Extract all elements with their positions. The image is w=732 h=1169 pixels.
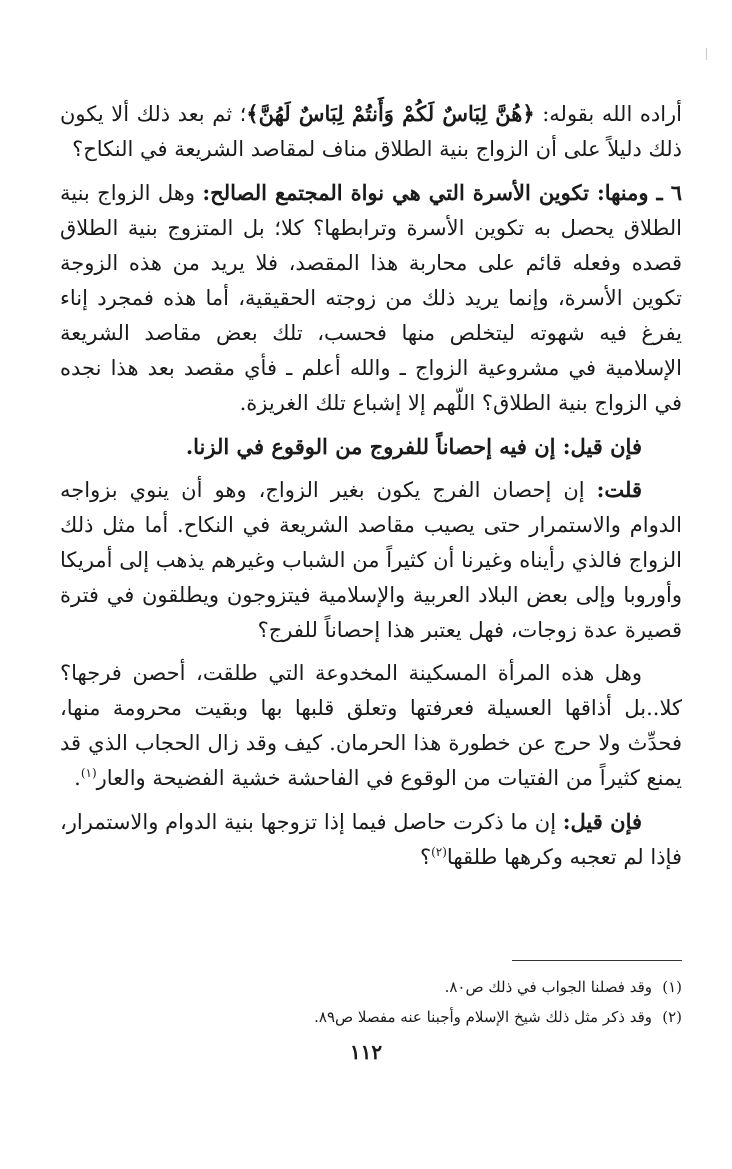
footnote-2 (60, 1002, 682, 1032)
footnote-ref-1: (١) (80, 766, 97, 780)
footnote-1 (60, 972, 682, 1002)
paragraph-4-body: إن إحصان الفرج يكون بغير الزواج، وهو أن ينوي بزواجه الدوام والاستمرار حتى يصيب مقاصد الشريعة في النكاح. أما مثل ذلك الزواج فالذي رأيناه وغيرنا أن كثيراً من الشباب وغيرهم يذهب إلى أمريكا وأوروبا وإلى بعض البلاد العربية والإسلامية فيتزوجون ويطلقون في فترة قصيرة عدة زوجات، فهل يعتبر هذا إحصاناً للفرج؟ (60, 478, 682, 642)
paragraph-3-question (60, 429, 682, 464)
footnote-ref-2: (٢) (431, 845, 447, 859)
paragraph-1 (60, 96, 682, 167)
paragraph-3-heading: فإن قيل: إن فيه إحصاناً للفروج من الوقوع في الزنا. (185, 434, 642, 459)
section-6-heading: ٦ ـ ومنها: تكوين الأسرة التي هي نواة المجتمع الصالح: (202, 180, 682, 205)
paragraph-5 (60, 656, 682, 796)
footnote-1-text: وقد فصلنا الجواب في ذلك ص٨٠. (444, 978, 652, 996)
footnote-divider (512, 960, 682, 961)
paragraph-4-lead: قلت: (596, 477, 642, 502)
paragraph-6 (60, 804, 682, 875)
paragraph-2-body: وهل الزواج بنية الطلاق يحصل به تكوين الأسرة وترابطها؟ كلا؛ بل المتزوج بنية الطلاق قصده وفعله قائم على محاربة هذا المقصد، فلا يريد من هذه الزوجة تكوين الأسرة، وإنما يريد ذلك من زوجته الحقيقية، أما هذه فمجرد إناء يفرغ فيه شهوته ليتخلص منها فحسب، تلك بعض مقاصد الشريعة الإسلامية في مشروعية الزواج ـ والله أعلم ـ فأي مقصد بعد هذا نجده في الزواج بنية الطلاق؟ اللّهم إلا إشباع تلك الغريزة. (60, 181, 682, 415)
footnote-2-text: وقد ذكر مثل ذلك شيخ الإسلام وأجبنا عنه مفصلا ص٨٩. (314, 1008, 652, 1026)
quran-quote: ﴿هُنَّ لِبَاسٌ لَكُمْ وَأَنتُمْ لِبَاسٌ لَهُنَّ﴾ (246, 101, 535, 126)
footnote-1-number: (١) (662, 978, 682, 996)
footnotes (60, 972, 682, 1032)
page-body (60, 96, 682, 875)
page-edge-mark (706, 48, 707, 60)
paragraph-6-tail: ؟ (419, 845, 432, 869)
paragraph-6-body: إن ما ذكرت حاصل فيما إذا تزوجها بنية الدوام والاستمرار، فإذا لم تعجبه وكرهها طلقها (60, 810, 682, 869)
page-number: ١١٢ (349, 1040, 383, 1064)
paragraph-5-tail: . (74, 766, 81, 790)
paragraph-5-body: وهل هذه المرأة المسكينة المخدوعة التي طلقت، أحصن فرجها؟ كلا..بل أذاقها العسيلة فعرفتها وتعلق قلبها بها وبقيت محرومة منها، فحدِّث ولا حرج عن خطورة هذا الحرمان. كيف وقد زال الحجاب الذي قد يمنع كثيراً من الفتيات من الوقوع في الفاحشة خشية الفضيحة والعار (60, 661, 682, 790)
paragraph-2 (60, 175, 682, 421)
paragraph-1-lead: أراده الله بقوله: (534, 102, 682, 126)
paragraph-1-rest: ؛ ثم بعد ذلك ألا يكون ذلك دليلاً على أن الزواج بنية الطلاق مناف لمقاصد الشريعة في النكاح؟ (60, 102, 682, 161)
paragraph-4 (60, 472, 682, 648)
paragraph-6-lead: فإن قيل: (562, 809, 643, 834)
footnote-2-number: (٢) (662, 1008, 682, 1026)
